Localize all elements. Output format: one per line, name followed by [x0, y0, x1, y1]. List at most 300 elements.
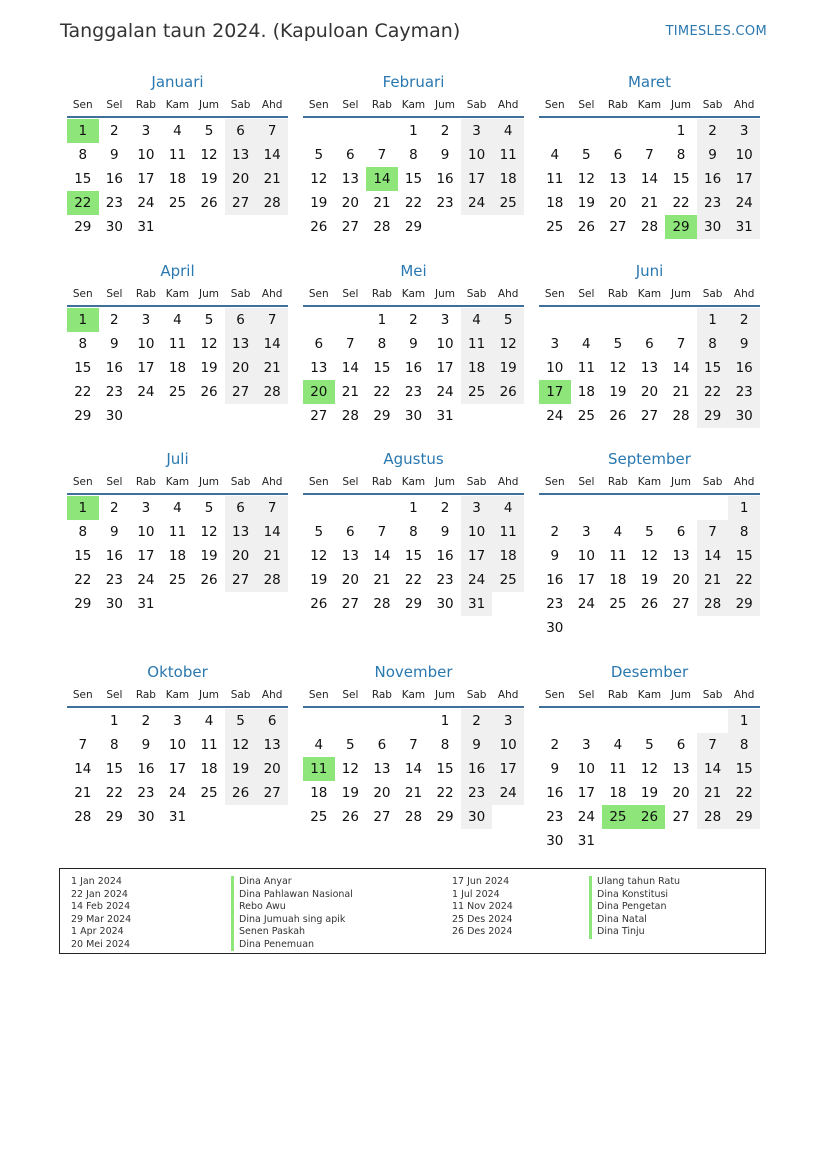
weekday-label: Sel	[106, 689, 123, 701]
day-cell: 24	[137, 195, 155, 211]
day-cell: 18	[577, 384, 595, 400]
day-cell: 28	[256, 568, 288, 592]
day-cell: 6	[314, 336, 324, 352]
day-cell: 21	[404, 785, 423, 801]
day-cell: 16	[436, 171, 454, 187]
empty-cell	[602, 496, 634, 520]
day-cell: 15	[74, 171, 92, 187]
day-cell: 1	[697, 308, 729, 332]
day-cell: 31	[168, 809, 187, 825]
day-cell: 14	[256, 143, 288, 167]
empty-cell	[634, 496, 666, 520]
day-cell: 7	[409, 737, 418, 753]
month-name: Januari	[151, 73, 204, 91]
month-name: Desember	[610, 663, 689, 681]
day-cell: 13	[341, 171, 359, 187]
day-cell: 28	[373, 219, 391, 235]
day-cell: 27	[310, 408, 328, 424]
day-cell: 8	[676, 147, 686, 163]
day-cell: 2	[697, 119, 729, 143]
day-cell: 29	[728, 592, 760, 616]
day-cell: 12	[577, 171, 595, 187]
day-cell: 26	[200, 572, 218, 588]
day-cell: 5	[645, 524, 654, 540]
day-cell: 18	[492, 544, 524, 568]
legend-date: 1 Jan 2024	[71, 876, 122, 887]
legend-holiday-name: Senen Paskah	[231, 926, 353, 939]
empty-cell	[539, 119, 571, 143]
month-row	[67, 447, 760, 640]
day-cell: 18	[609, 785, 627, 801]
empty-cell	[665, 308, 697, 332]
day-cell: 26	[310, 219, 328, 235]
day-cell: 25	[310, 809, 328, 825]
day-cell: 24	[577, 809, 595, 825]
day-grid	[67, 496, 288, 616]
day-cell: 15	[436, 761, 454, 777]
day-cell: 18	[168, 171, 187, 187]
day-cell: 20	[609, 195, 627, 211]
day-grid	[303, 119, 524, 239]
day-cell: 3	[492, 709, 524, 733]
empty-cell	[571, 308, 603, 332]
day-cell: 23	[728, 380, 760, 404]
day-cell: 9	[110, 336, 119, 352]
weekday-label: Sab	[230, 689, 251, 701]
day-cell: 26	[200, 195, 218, 211]
day-cell: 1	[676, 123, 686, 139]
day-cell: 8	[78, 524, 88, 540]
day-cell: 16	[697, 167, 729, 191]
day-cell: 31	[728, 215, 760, 239]
day-cell: 17	[137, 360, 155, 376]
weekday-label: Sab	[230, 288, 251, 300]
day-cell: 20	[341, 572, 359, 588]
day-cell: 7	[697, 520, 729, 544]
day-cell: 18	[546, 195, 564, 211]
day-cell: 13	[310, 360, 328, 376]
day-cell: 29	[404, 219, 423, 235]
legend-holiday-name: Dina Konstitusi	[589, 889, 680, 902]
day-cell: 15	[728, 757, 760, 781]
day-cell: 30	[461, 805, 493, 829]
legend-holiday-name: Dina Pahlawan Nasional	[231, 889, 353, 902]
day-cell: 18	[200, 761, 218, 777]
day-cell: 16	[728, 356, 760, 380]
day-cell: 8	[78, 336, 88, 352]
legend-names-left	[231, 876, 353, 951]
weekday-label: Sab	[466, 476, 487, 488]
day-cell: 23	[546, 809, 564, 825]
weekday-label: Kam	[401, 288, 426, 300]
day-cell: 29	[404, 596, 423, 612]
day-cell: 2	[461, 709, 493, 733]
month-name: Juli	[166, 450, 189, 468]
day-cell: 14	[697, 544, 729, 568]
day-cell: 21	[341, 384, 359, 400]
day-cell: 8	[697, 332, 729, 356]
weekday-label: Sen	[308, 689, 329, 701]
holiday-day-cell: 17	[539, 380, 571, 404]
weekday-label: Ahd	[261, 476, 283, 488]
empty-cell	[335, 308, 367, 332]
day-cell: 3	[141, 312, 151, 328]
day-cell: 2	[440, 123, 450, 139]
day-cell: 9	[440, 147, 450, 163]
day-cell: 7	[645, 147, 654, 163]
day-cell: 27	[672, 596, 690, 612]
day-cell: 10	[492, 733, 524, 757]
month-name: April	[160, 262, 195, 280]
day-cell: 24	[728, 191, 760, 215]
day-cell: 4	[613, 524, 623, 540]
weekday-label: Sen	[544, 99, 565, 111]
day-cell: 9	[409, 336, 418, 352]
day-cell: 4	[492, 496, 524, 520]
day-cell: 13	[672, 761, 690, 777]
day-cell: 10	[137, 336, 155, 352]
month-block	[67, 660, 288, 853]
weekday-label: Ahd	[733, 689, 755, 701]
weekday-header	[303, 283, 524, 307]
day-cell: 7	[377, 147, 387, 163]
day-cell: 15	[74, 548, 92, 564]
holiday-day-cell: 11	[303, 757, 335, 781]
day-grid	[67, 119, 288, 239]
day-cell: 10	[168, 737, 187, 753]
day-cell: 14	[256, 332, 288, 356]
weekday-header	[303, 471, 524, 495]
day-cell: 9	[550, 761, 560, 777]
holiday-legend	[59, 868, 766, 954]
day-cell: 30	[546, 833, 564, 849]
day-cell: 6	[676, 524, 686, 540]
day-cell: 13	[225, 143, 257, 167]
weekday-label: Sen	[544, 476, 565, 488]
empty-cell	[697, 496, 729, 520]
weekday-label: Sel	[342, 689, 359, 701]
legend-dates-left	[71, 876, 131, 951]
holiday-day-cell: 1	[67, 308, 99, 332]
weekday-label: Sen	[308, 99, 329, 111]
day-cell: 30	[728, 404, 760, 428]
day-cell: 15	[672, 171, 690, 187]
day-cell: 5	[613, 336, 623, 352]
empty-cell	[571, 709, 603, 733]
day-cell: 12	[310, 171, 328, 187]
day-cell: 3	[440, 312, 450, 328]
day-cell: 30	[137, 809, 155, 825]
legend-date: 1 Apr 2024	[71, 926, 124, 937]
weekday-header	[303, 94, 524, 118]
day-cell: 6	[613, 147, 623, 163]
weekday-label: Ahd	[261, 99, 283, 111]
day-cell: 21	[256, 356, 288, 380]
day-cell: 9	[440, 524, 450, 540]
day-cell: 26	[341, 809, 359, 825]
day-cell: 26	[310, 596, 328, 612]
day-cell: 8	[728, 520, 760, 544]
day-cell: 6	[225, 496, 257, 520]
weekday-label: Sel	[578, 99, 595, 111]
day-cell: 10	[137, 147, 155, 163]
day-cell: 20	[672, 572, 690, 588]
day-cell: 1	[110, 713, 119, 729]
day-cell: 20	[373, 785, 391, 801]
month-block	[539, 259, 760, 428]
weekday-label: Kam	[637, 689, 662, 701]
day-cell: 4	[173, 312, 182, 328]
weekday-label: Jum	[435, 99, 456, 111]
day-cell: 7	[256, 496, 288, 520]
day-cell: 16	[546, 785, 564, 801]
day-cell: 5	[582, 147, 591, 163]
day-cell: 1	[377, 312, 387, 328]
empty-cell	[634, 709, 666, 733]
month-name: Februari	[382, 73, 445, 91]
day-grid	[67, 709, 288, 829]
day-cell: 26	[225, 781, 257, 805]
weekday-header	[539, 94, 760, 118]
weekday-label: Jum	[671, 99, 692, 111]
weekday-label: Sen	[544, 689, 565, 701]
legend-names-right	[589, 876, 680, 939]
empty-cell	[634, 119, 666, 143]
day-cell: 24	[436, 384, 454, 400]
site-link[interactable]: TIMESLES.COM	[665, 24, 767, 39]
day-cell: 23	[697, 191, 729, 215]
day-cell: 11	[200, 737, 218, 753]
day-cell: 17	[492, 757, 524, 781]
day-cell: 14	[697, 757, 729, 781]
empty-cell	[571, 119, 603, 143]
day-cell: 17	[137, 548, 155, 564]
day-cell: 1	[409, 500, 418, 516]
weekday-label: Jum	[199, 288, 220, 300]
day-cell: 14	[373, 548, 391, 564]
day-cell: 27	[672, 809, 690, 825]
weekday-label: Sel	[106, 99, 123, 111]
day-cell: 28	[697, 592, 729, 616]
day-cell: 29	[697, 404, 729, 428]
day-cell: 10	[728, 143, 760, 167]
day-cell: 17	[728, 167, 760, 191]
day-cell: 3	[141, 123, 151, 139]
day-cell: 9	[697, 143, 729, 167]
empty-cell	[366, 119, 398, 143]
weekday-label: Kam	[401, 689, 426, 701]
day-cell: 3	[141, 500, 151, 516]
legend-date: 20 Mei 2024	[71, 938, 130, 950]
day-cell: 23	[436, 572, 454, 588]
holiday-day-cell: 1	[67, 119, 99, 143]
day-cell: 22	[728, 781, 760, 805]
day-cell: 5	[346, 737, 355, 753]
day-cell: 1	[728, 709, 760, 733]
day-cell: 29	[728, 805, 760, 829]
day-cell: 26	[609, 408, 627, 424]
day-cell: 19	[492, 356, 524, 380]
day-cell: 23	[137, 785, 155, 801]
day-cell: 27	[225, 191, 257, 215]
day-cell: 2	[550, 737, 560, 753]
month-name: Oktober	[147, 663, 208, 681]
day-cell: 28	[74, 809, 92, 825]
day-cell: 4	[314, 737, 324, 753]
day-cell: 12	[310, 548, 328, 564]
day-cell: 23	[105, 384, 123, 400]
holiday-day-cell: 26	[634, 805, 666, 829]
day-cell: 27	[609, 219, 627, 235]
empty-cell	[366, 496, 398, 520]
day-cell: 12	[492, 332, 524, 356]
legend-holiday-name: Ulang tahun Ratu	[589, 876, 680, 889]
day-cell: 11	[461, 332, 493, 356]
holiday-day-cell: 14	[366, 167, 398, 191]
weekday-label: Rab	[135, 476, 156, 488]
day-cell: 5	[314, 147, 324, 163]
day-cell: 2	[550, 524, 560, 540]
legend-holiday-name: Dina Natal	[589, 914, 680, 927]
day-cell: 4	[204, 713, 214, 729]
day-cell: 11	[168, 147, 187, 163]
weekday-label: Kam	[401, 476, 426, 488]
day-cell: 25	[200, 785, 218, 801]
day-cell: 6	[377, 737, 387, 753]
day-cell: 5	[492, 308, 524, 332]
day-cell: 15	[105, 761, 123, 777]
day-cell: 24	[168, 785, 187, 801]
weekday-label: Kam	[637, 99, 662, 111]
day-cell: 16	[105, 171, 123, 187]
day-cell: 27	[256, 781, 288, 805]
day-cell: 3	[461, 119, 493, 143]
weekday-label: Sel	[578, 689, 595, 701]
day-cell: 13	[256, 733, 288, 757]
day-cell: 7	[346, 336, 355, 352]
day-cell: 8	[409, 524, 418, 540]
weekday-label: Kam	[637, 288, 662, 300]
day-cell: 30	[105, 219, 123, 235]
day-cell: 5	[204, 123, 214, 139]
day-cell: 21	[373, 572, 391, 588]
day-cell: 29	[74, 408, 92, 424]
day-cell: 25	[546, 219, 564, 235]
day-cell: 14	[404, 761, 423, 777]
day-cell: 29	[373, 408, 391, 424]
day-cell: 13	[373, 761, 391, 777]
weekday-label: Kam	[165, 476, 190, 488]
day-cell: 6	[645, 336, 654, 352]
legend-date: 14 Feb 2024	[71, 901, 131, 912]
weekday-label: Sab	[230, 476, 251, 488]
weekday-label: Kam	[165, 288, 190, 300]
day-cell: 3	[550, 336, 560, 352]
day-cell: 27	[373, 809, 391, 825]
day-cell: 25	[168, 572, 187, 588]
day-cell: 21	[74, 785, 92, 801]
day-cell: 19	[640, 785, 659, 801]
weekday-label: Ahd	[261, 288, 283, 300]
weekday-header	[67, 471, 288, 495]
day-cell: 21	[256, 167, 288, 191]
weekday-label: Sel	[106, 476, 123, 488]
day-grid	[303, 496, 524, 616]
empty-cell	[303, 308, 335, 332]
day-cell: 2	[440, 500, 450, 516]
weekday-label: Sab	[702, 99, 723, 111]
day-cell: 10	[461, 143, 493, 167]
day-cell: 18	[310, 785, 328, 801]
day-cell: 2	[110, 312, 119, 328]
day-cell: 15	[404, 548, 423, 564]
month-row	[67, 70, 760, 239]
weekday-label: Jum	[671, 689, 692, 701]
day-cell: 4	[550, 147, 560, 163]
day-cell: 30	[105, 408, 123, 424]
day-cell: 3	[582, 737, 591, 753]
month-block	[67, 447, 288, 640]
weekday-label: Rab	[371, 689, 392, 701]
day-cell: 31	[461, 592, 493, 616]
day-cell: 5	[314, 524, 324, 540]
weekday-label: Rab	[607, 476, 628, 488]
day-cell: 6	[346, 524, 355, 540]
day-cell: 17	[137, 171, 155, 187]
day-cell: 30	[105, 596, 123, 612]
empty-cell	[665, 709, 697, 733]
day-cell: 5	[204, 500, 214, 516]
empty-cell	[303, 496, 335, 520]
day-cell: 3	[728, 119, 760, 143]
weekday-label: Jum	[671, 288, 692, 300]
weekday-label: Jum	[199, 689, 220, 701]
weekday-label: Rab	[371, 288, 392, 300]
day-cell: 9	[728, 332, 760, 356]
day-cell: 11	[577, 360, 595, 376]
day-cell: 28	[341, 408, 359, 424]
day-cell: 27	[341, 596, 359, 612]
day-cell: 20	[640, 384, 659, 400]
day-cell: 23	[404, 384, 423, 400]
legend-date: 17 Jun 2024	[452, 876, 510, 887]
day-cell: 13	[225, 332, 257, 356]
weekday-label: Ahd	[497, 476, 519, 488]
day-cell: 6	[225, 308, 257, 332]
day-cell: 16	[546, 572, 564, 588]
day-cell: 10	[577, 761, 595, 777]
day-cell: 10	[436, 336, 454, 352]
weekday-label: Sel	[342, 476, 359, 488]
empty-cell	[335, 496, 367, 520]
month-name: Maret	[627, 73, 672, 91]
weekday-header	[539, 471, 760, 495]
day-cell: 10	[461, 520, 493, 544]
day-cell: 30	[404, 408, 423, 424]
day-cell: 28	[404, 809, 423, 825]
day-cell: 18	[461, 356, 493, 380]
month-name: Mei	[400, 262, 427, 280]
weekday-label: Sen	[72, 99, 93, 111]
empty-cell	[602, 119, 634, 143]
day-cell: 12	[640, 548, 659, 564]
weekday-label: Jum	[435, 288, 456, 300]
day-cell: 11	[609, 761, 627, 777]
day-cell: 23	[436, 195, 454, 211]
day-cell: 26	[492, 380, 524, 404]
holiday-day-cell: 25	[602, 805, 634, 829]
day-cell: 22	[74, 572, 92, 588]
